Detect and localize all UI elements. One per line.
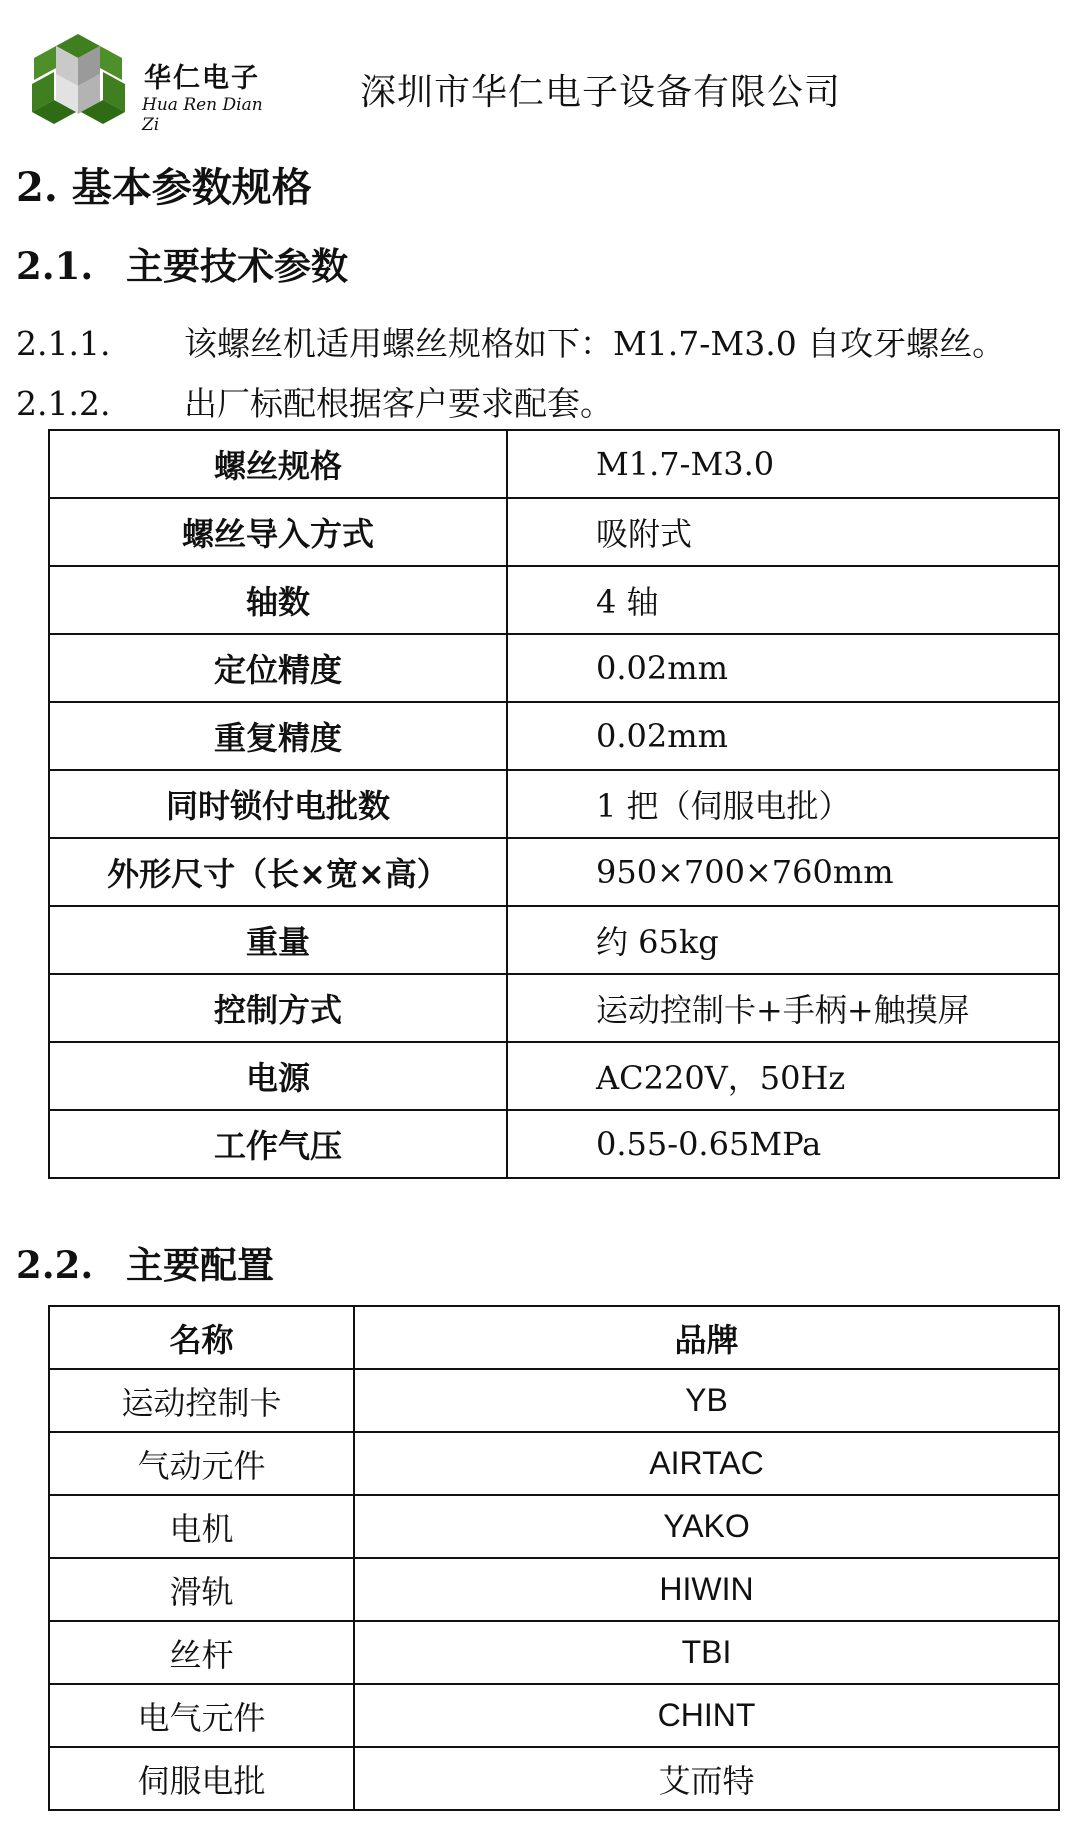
param-name: 重量 (49, 906, 507, 974)
logo-chinese-text: 华仁电子 (144, 63, 260, 94)
param-value: 950×700×760mm (507, 838, 1059, 906)
param-value: 1 把（伺服电批） (507, 770, 1059, 838)
table-row (49, 1042, 1059, 1110)
subsection-heading-configuration (16, 1235, 274, 1289)
param-name: 工作气压 (49, 1110, 507, 1178)
logo-pinyin-text: Hua Ren Dian Zi (142, 95, 263, 135)
param-value: M1.7-M3.0 (507, 430, 1059, 498)
table-row (49, 838, 1059, 906)
section-title: 基本参数规格 (71, 165, 312, 211)
component-brand: YB (354, 1369, 1059, 1432)
subsection-heading-parameters (16, 236, 348, 290)
item-number: 2.1.2. (16, 384, 111, 423)
column-header-name: 名称 (49, 1306, 354, 1369)
technical-parameters-table (48, 429, 1060, 1179)
param-name: 定位精度 (49, 634, 507, 702)
item-number: 2.1.1. (16, 324, 111, 363)
table-header-row (49, 1306, 1059, 1369)
company-logo (26, 28, 276, 133)
section-heading (16, 156, 312, 213)
component-name: 伺服电批 (49, 1747, 354, 1810)
table-row (49, 1432, 1059, 1495)
table-row (49, 566, 1059, 634)
param-value: 0.02mm (507, 634, 1059, 702)
param-value: 0.55-0.65MPa (507, 1110, 1059, 1178)
table-row (49, 430, 1059, 498)
param-value: 运动控制卡+手柄+触摸屏 (507, 974, 1059, 1042)
logo-cube-icon (26, 28, 131, 133)
component-brand: TBI (354, 1621, 1059, 1684)
param-value: 约 65kg (507, 906, 1059, 974)
section-number: 2. (16, 164, 58, 211)
item-text: 出厂标配根据客户要求配套。 (184, 384, 613, 423)
param-value: 0.02mm (507, 702, 1059, 770)
configuration-table (48, 1305, 1060, 1811)
table-row (49, 634, 1059, 702)
param-name: 轴数 (49, 566, 507, 634)
param-name: 控制方式 (49, 974, 507, 1042)
component-name: 气动元件 (49, 1432, 354, 1495)
param-name: 同时锁付电批数 (49, 770, 507, 838)
param-name: 螺丝规格 (49, 430, 507, 498)
table-row (49, 1558, 1059, 1621)
component-name: 丝杆 (49, 1621, 354, 1684)
param-value: 4 轴 (507, 566, 1059, 634)
param-value: 吸附式 (507, 498, 1059, 566)
table-row (49, 1110, 1059, 1178)
table-row (49, 770, 1059, 838)
component-brand: YAKO (354, 1495, 1059, 1558)
param-name: 螺丝导入方式 (49, 498, 507, 566)
component-brand: HIWIN (354, 1558, 1059, 1621)
table-row (49, 1369, 1059, 1432)
list-item (16, 378, 613, 425)
table-row (49, 1684, 1059, 1747)
subsection-number: 2.2. (16, 1243, 94, 1287)
component-name: 滑轨 (49, 1558, 354, 1621)
table-row (49, 1621, 1059, 1684)
param-name: 重复精度 (49, 702, 507, 770)
param-name: 外形尺寸（长×宽×高） (49, 838, 507, 906)
component-name: 电机 (49, 1495, 354, 1558)
component-name: 运动控制卡 (49, 1369, 354, 1432)
component-brand: 艾而特 (354, 1747, 1059, 1810)
table-row (49, 1747, 1059, 1810)
param-name: 电源 (49, 1042, 507, 1110)
table-row (49, 906, 1059, 974)
item-text: 该螺丝机适用螺丝规格如下：M1.7-M3.0 自攻牙螺丝。 (184, 324, 1006, 363)
column-header-brand: 品牌 (354, 1306, 1059, 1369)
subsection-title: 主要配置 (126, 1244, 274, 1287)
table-row (49, 974, 1059, 1042)
subsection-title: 主要技术参数 (126, 245, 348, 288)
table-row (49, 702, 1059, 770)
component-name: 电气元件 (49, 1684, 354, 1747)
company-name: 深圳市华仁电子设备有限公司 (360, 72, 842, 113)
param-value: AC220V，50Hz (507, 1042, 1059, 1110)
table-row (49, 1495, 1059, 1558)
subsection-number: 2.1. (16, 244, 94, 288)
list-item (16, 318, 1005, 365)
component-brand: AIRTAC (354, 1432, 1059, 1495)
component-brand: CHINT (354, 1684, 1059, 1747)
page-header (0, 0, 1080, 135)
table-row (49, 498, 1059, 566)
